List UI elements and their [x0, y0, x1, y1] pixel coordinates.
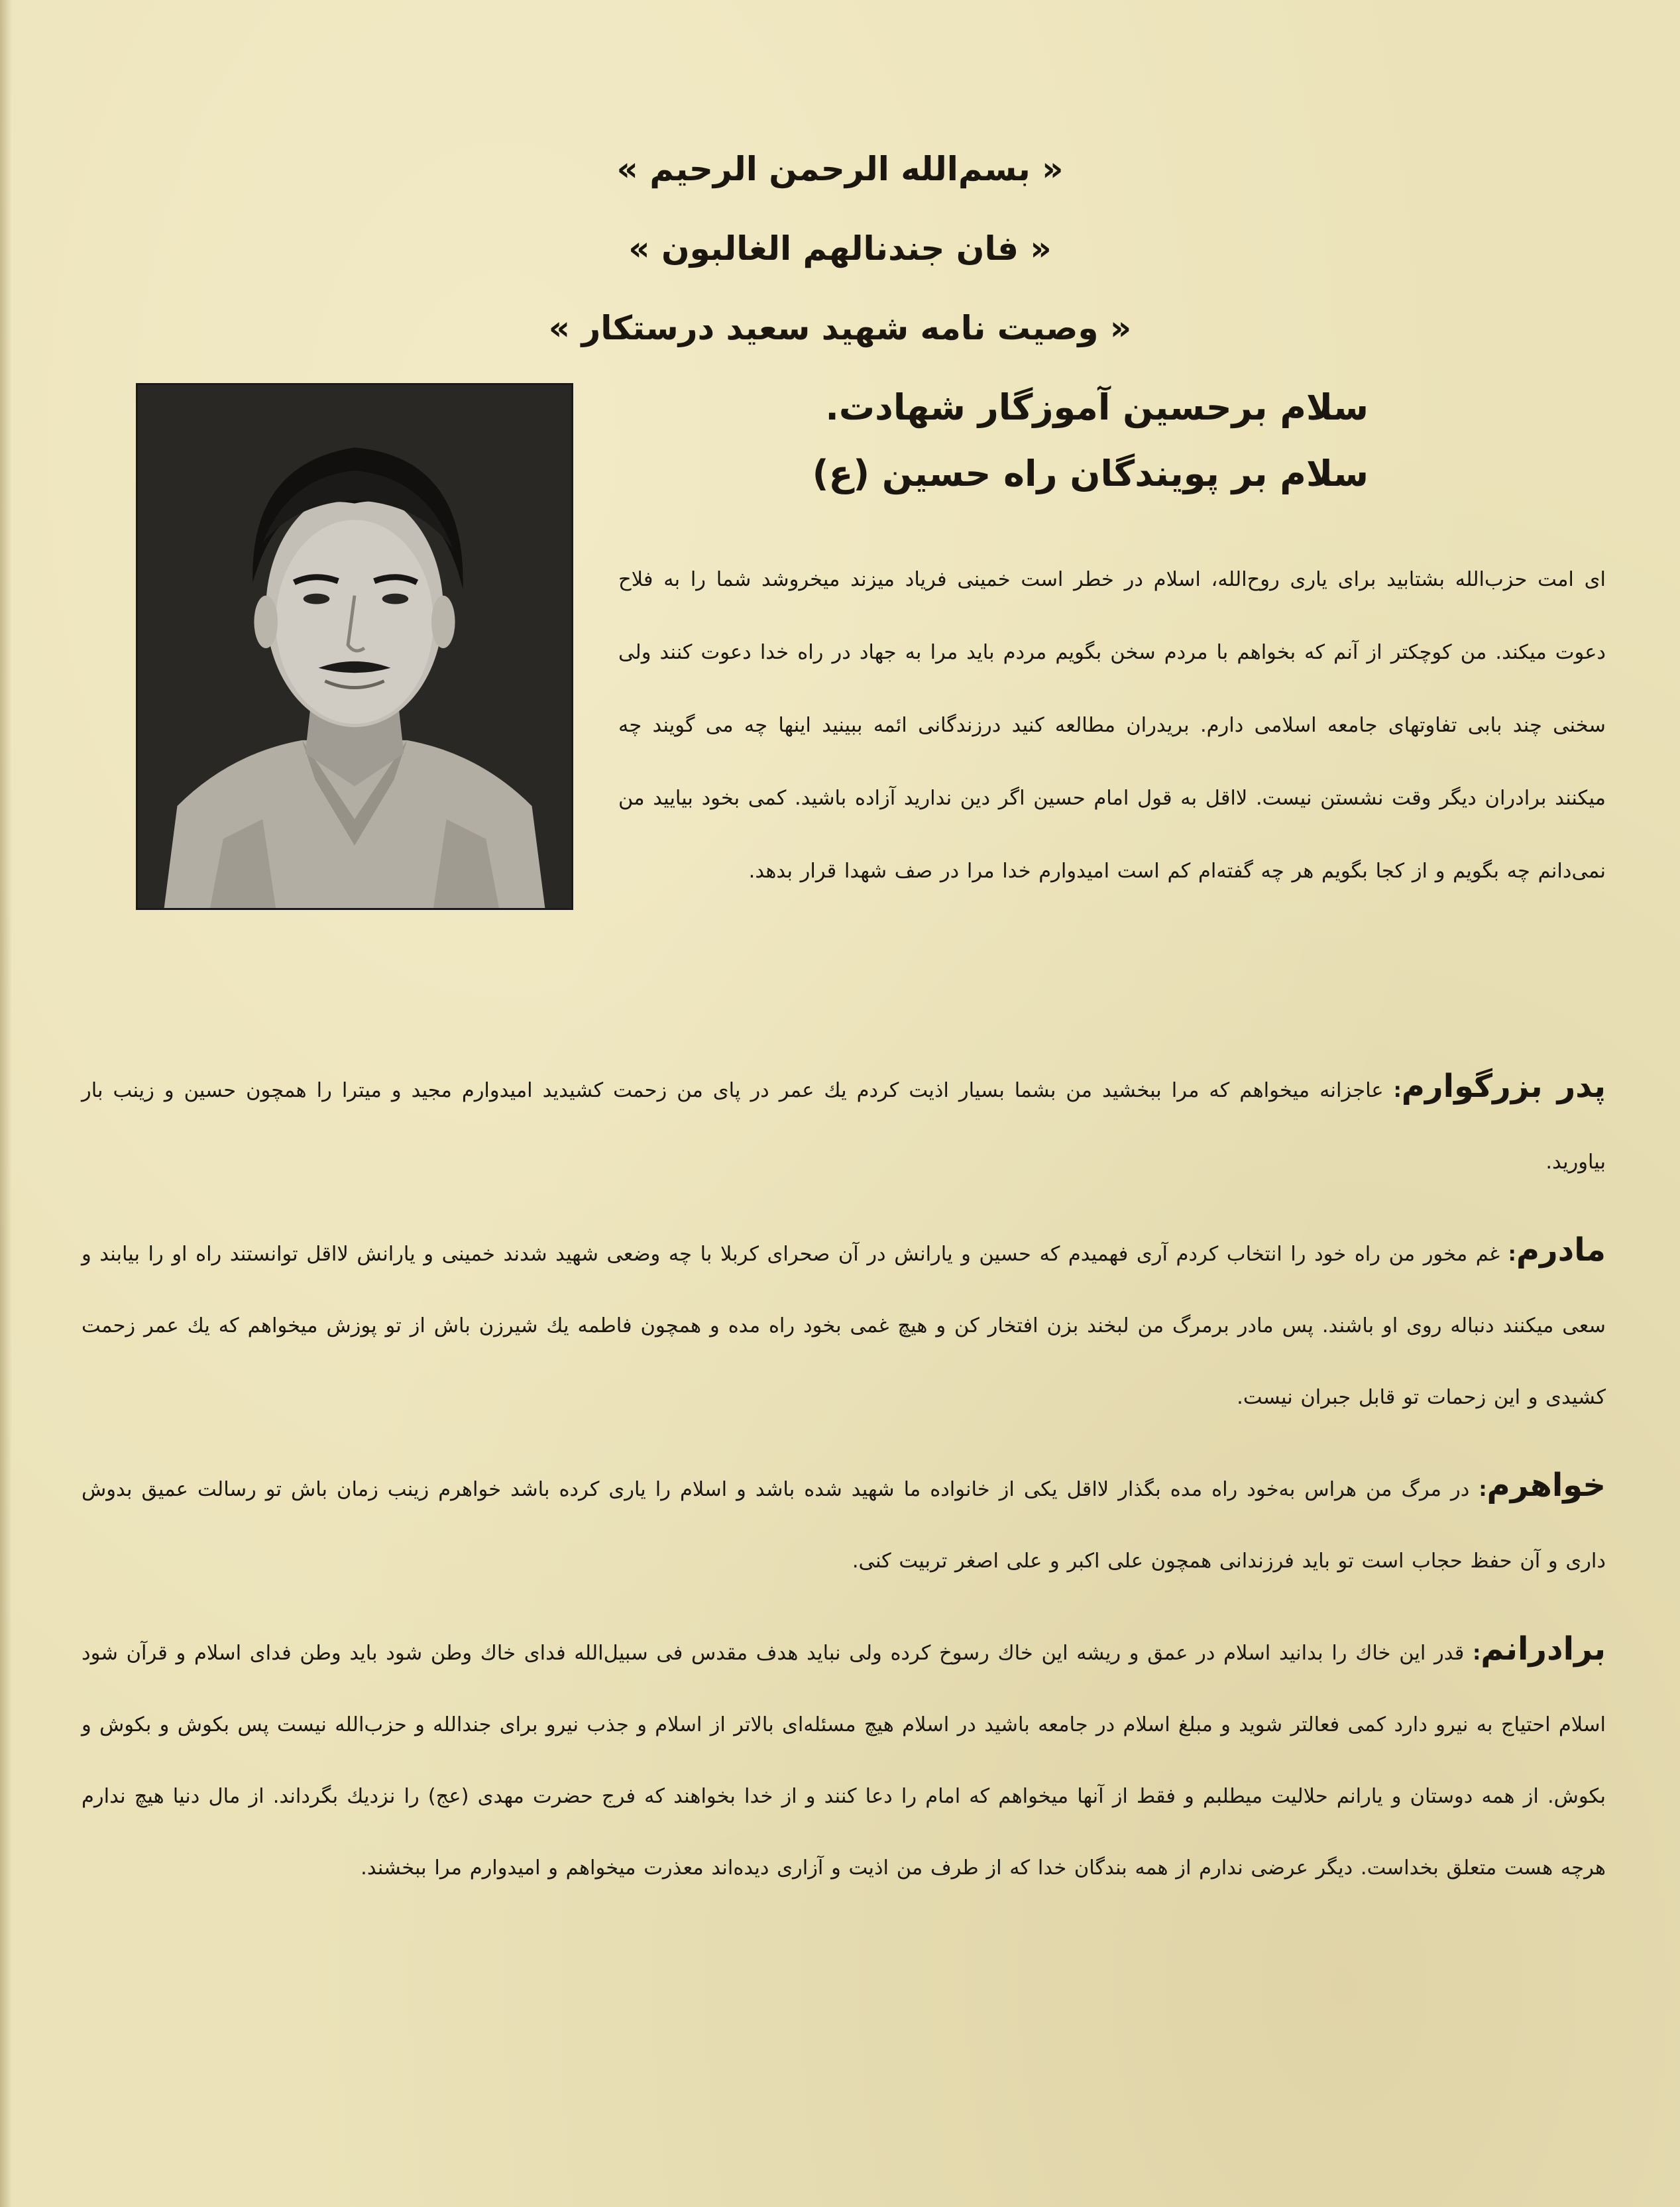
section-brothers-lead: برادرانم	[1481, 1630, 1606, 1668]
heading-bismillah: « بسم‌الله الرحمن الرحیم »	[616, 150, 1064, 188]
section-sister-colon: :	[1479, 1478, 1487, 1501]
section-brothers	[82, 1613, 1606, 1904]
greeting-hussein: سلام برحسین آموزگار شهادت.	[825, 386, 1369, 428]
section-father	[82, 1050, 1606, 1198]
intro-paragraph: ای امت حزب‌الله بشتابید برای یاری روح‌الله، اسلام در خطر است خمینی فریاد میزند میخروشد شما را به فلاح دعوت میکند. من کوچکتر از آنم که بخواهم با مردم سخن بگویم مردم باید مرا به جهاد در راه خدا دعوت کنند ولی سخنی چند بابی تفاوتهای جامعه اسلامی دارم. بریدران مطالعه کنید درزندگانی ائمه ببینید اینها چه می گویند چه میکنند برادران دیگر وقت نشستن نیست. لااقل به قول امام حسین اگر دین ندارید آزاده باشید. کمی بخود بیایید من نمی‌دانم چه بگویم و از کجا بگویم هر چه گفته‌ام کم است امیدوارم خدا مرا در صف شهدا قرار بدهد.	[618, 568, 1606, 883]
section-father-colon: :	[1393, 1079, 1402, 1102]
section-brothers-colon: :	[1473, 1642, 1481, 1665]
heading-verse: « فان جندنالهم الغالبون »	[628, 229, 1052, 268]
greeting-block	[600, 374, 1369, 507]
heading-block	[0, 129, 1680, 368]
section-mother-text: غم مخور من راه خود را انتخاب کردم آری فهمیدم که حسین و یارانش در آن صحرای کربلا با چه وضعی شهید شدند خمینی و یارانش لااقل توانستند راه او را بیابند و سعی میکنند دنباله روی او باشند. پس مادر برمرگ من لبخند بزن افتخار کن و هیچ غمی بخود راه مده و همچون فاطمه یك شیرزن باش از تو پوزش میخواهم که یك عمر زحمت کشیدی و این زحمات تو قابل جبران نیست.	[82, 1243, 1606, 1409]
section-sister-lead: خواهرم	[1486, 1467, 1606, 1504]
section-sister-text: در مرگ من هراس به‌خود راه مده بگذار لااقل یکی از خانواده ما شهید شده باشد و اسلام را یاری کرده باشد خواهرم زینب زمان باش تو رسالت عمیق بدوش داری و آن حفظ حجاب است تو باید فرزندانی همچون علی اکبر و علی اصغر تربیت کنی.	[82, 1478, 1606, 1573]
section-mother-lead: مادرم	[1516, 1231, 1606, 1269]
section-father-lead: پدر بزرگوارم	[1401, 1068, 1606, 1105]
sections-block	[82, 1050, 1606, 1920]
section-sister	[82, 1449, 1606, 1597]
martyr-photo	[136, 383, 573, 910]
section-brothers-text: قدر این خاك را بدانید اسلام در عمق و ریشه این خاك رسوخ کرده ولی نباید هدف مقدس فی سبیل‌الله فدای خاك وطن شود باید وطن فدای اسلام و قرآن شود اسلام احتیاج به نیرو دارد کمی فعالتر شوید و مبلغ اسلام در جامعه باشید در اسلام هیچ مسئله‌ای بالاتر از اسلام و جذب نیرو برای جندالله و حزب‌الله نیست پس بکوش و بکوش و بکوش. از همه دوستان و یارانم حلالیت میطلبم و فقط از آنها میخواهم که امام را دعا کنند و از خدا بخواهند که فرج حضرت مهدی (عج) را نزدیك بگرداند. از مال دنیا هیچ ندارم هرچه هست متعلق بخداست. دیگر عرضی ندارم از همه بندگان خدا که از طرف من اذیت و آزاری دیده‌اند معذرت میخواهم و امیدوارم مرا ببخشند.	[82, 1642, 1606, 1880]
section-mother	[82, 1214, 1606, 1434]
portrait-illustration	[138, 385, 571, 908]
greeting-followers: سلام بر پویندگان راه حسین (ع)	[812, 453, 1369, 494]
section-father-text: عاجزانه میخواهم که مرا ببخشید من بشما بسیار اذیت کردم یك عمر در پای من زحمت کشیدید امیدوارم مجید و میترا را همچون حسین و زینب بار بیاورید.	[82, 1079, 1606, 1174]
section-mother-colon: :	[1508, 1243, 1516, 1266]
heading-will-title: « وصیت نامه شهید سعید درستکار »	[548, 309, 1132, 347]
